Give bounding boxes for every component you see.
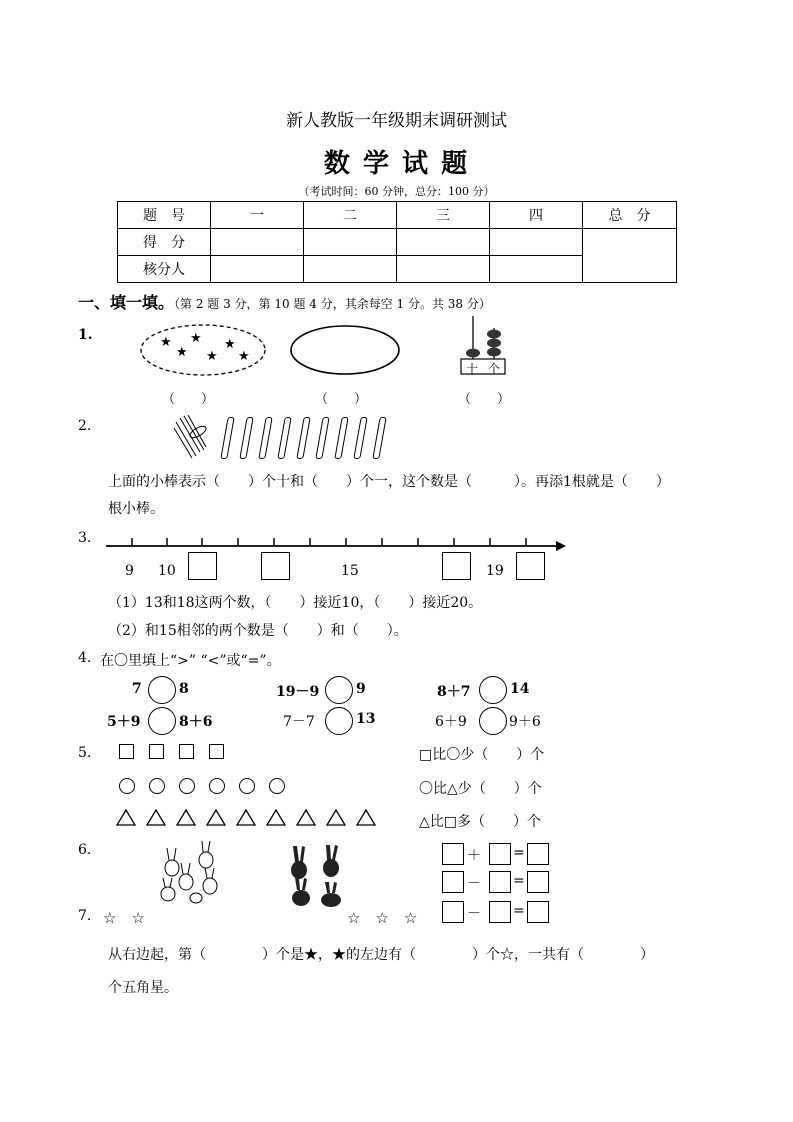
white-rabbits-icon xyxy=(152,838,232,904)
answer-box[interactable] xyxy=(527,901,549,923)
checker-input-cell[interactable] xyxy=(211,256,304,283)
answer-box[interactable] xyxy=(442,843,464,865)
section-heading xyxy=(78,290,491,313)
score-input-cell[interactable] xyxy=(397,229,490,256)
answer-box[interactable] xyxy=(489,901,511,923)
compare-left: 6＋9 xyxy=(435,714,467,730)
answer-paren[interactable]: （ ） xyxy=(315,392,368,407)
star-row-right: ☆ ☆ ☆ xyxy=(347,909,418,927)
score-input-cell[interactable] xyxy=(211,229,304,256)
question-text: 从右边起，第（ ）个是★，★的左边有（ ）个☆，一共有（ ） xyxy=(108,947,654,963)
table-cell: 二 xyxy=(304,202,397,229)
operator: － xyxy=(467,906,481,922)
stick-icon xyxy=(296,417,310,459)
triangle-shape xyxy=(297,810,315,825)
compare-left: 5＋9 xyxy=(107,714,141,730)
equals-sign: = xyxy=(513,903,525,919)
compare-circle[interactable] xyxy=(325,676,353,704)
compare-left: 7 xyxy=(132,681,142,697)
answer-box[interactable] xyxy=(516,552,545,580)
question-text: 个五角星。 xyxy=(108,980,178,996)
answer-box[interactable] xyxy=(442,552,471,580)
compare-circle[interactable] xyxy=(325,707,353,735)
question-text: 上面的小棒表示（ ）个十和（ ）个一，这个数是（ ）。再添1根就是（ ） xyxy=(108,474,670,490)
answer-paren[interactable]: （ ） xyxy=(458,392,511,407)
compare-right: 9 xyxy=(356,681,366,697)
tick-label: 19 xyxy=(486,563,504,579)
star-icon: ★ xyxy=(206,349,218,364)
operator: ＋ xyxy=(467,848,481,864)
circle-shape xyxy=(209,778,225,794)
tick-label: 15 xyxy=(341,563,359,579)
question-text: 〇比△少（ ）个 xyxy=(419,781,542,797)
stick-icon xyxy=(239,417,253,459)
triangle-shape xyxy=(267,810,285,825)
circle-shape xyxy=(119,778,135,794)
question-number: 7. xyxy=(78,908,92,924)
answer-box[interactable] xyxy=(527,871,549,893)
question-number: 3. xyxy=(78,530,92,546)
star-icon: ★ xyxy=(190,331,202,346)
star-icon: ★ xyxy=(224,337,236,352)
dark-rabbits-icon xyxy=(285,842,351,912)
triangle-shape xyxy=(177,810,195,825)
compare-circle[interactable] xyxy=(479,707,507,735)
abacus-ones-label: 个 xyxy=(488,362,501,376)
question-text: 在〇里填上“>” “<”或“=”。 xyxy=(100,653,281,669)
triangle-row xyxy=(116,808,380,828)
checker-input-cell[interactable] xyxy=(304,256,397,283)
answer-box[interactable] xyxy=(261,552,290,580)
question-text: □比〇少（ ）个 xyxy=(419,747,545,763)
score-input-cell[interactable] xyxy=(304,229,397,256)
exam-subtitle: 新人教版一年级期末调研测试 xyxy=(286,111,507,131)
triangle-shape xyxy=(117,810,135,825)
compare-left: 7－7 xyxy=(283,714,315,730)
star-icon: ★ xyxy=(160,335,172,350)
table-cell: 三 xyxy=(397,202,490,229)
tick-label: 9 xyxy=(125,563,134,579)
table-cell: 四 xyxy=(490,202,583,229)
score-table xyxy=(117,201,677,283)
compare-left: 19－9 xyxy=(276,684,320,700)
triangle-shape xyxy=(327,810,345,825)
equals-sign: = xyxy=(513,873,525,889)
circle-shape xyxy=(269,778,285,794)
question-text: （2）和15相邻的两个数是（ ）和（ ）。 xyxy=(108,623,408,639)
compare-circle[interactable] xyxy=(148,676,176,704)
stick-icon xyxy=(315,417,329,459)
compare-right: 13 xyxy=(356,711,376,727)
star-icon: ★ xyxy=(238,349,250,364)
question-number: 5. xyxy=(78,745,92,761)
section-title: 一、填一填。 xyxy=(78,293,175,312)
tick-label: 10 xyxy=(158,563,176,579)
score-input-cell[interactable] xyxy=(490,229,583,256)
question-number: 6. xyxy=(78,842,92,858)
question-number: 4. xyxy=(78,650,92,666)
table-cell: 一 xyxy=(211,202,304,229)
stick-icon xyxy=(220,417,234,459)
exam-title: 数 学 试 题 xyxy=(323,149,470,179)
exam-info: （考试时间：60 分钟，总分：100 分） xyxy=(298,185,495,198)
circle-shape xyxy=(179,778,195,794)
stick-icon xyxy=(277,417,291,459)
answer-paren[interactable]: （ ） xyxy=(162,392,215,407)
empty-oval xyxy=(288,322,404,378)
table-cell: 得 分 xyxy=(118,229,211,256)
stick-icon xyxy=(372,417,386,459)
table-cell: 总 分 xyxy=(583,202,677,229)
equals-sign: = xyxy=(513,845,525,861)
answer-box[interactable] xyxy=(442,871,464,893)
answer-box[interactable] xyxy=(442,901,464,923)
compare-right: 9＋6 xyxy=(509,714,541,730)
compare-circle[interactable] xyxy=(148,707,176,735)
section-note: （第 2 题 3 分，第 10 题 4 分，其余每空 1 分。共 38 分） xyxy=(174,297,491,311)
answer-box[interactable] xyxy=(527,843,549,865)
question-number: 2. xyxy=(78,418,92,434)
circle-shape xyxy=(239,778,255,794)
star-row-left: ☆ ☆ xyxy=(103,909,145,927)
compare-right: 14 xyxy=(510,681,530,697)
abacus-tens-label: 十 xyxy=(466,362,479,376)
triangle-shape xyxy=(237,810,255,825)
table-cell: 题 号 xyxy=(118,202,211,229)
stars-oval xyxy=(138,320,268,380)
checker-input-cell[interactable] xyxy=(397,256,490,283)
question-text: 根小棒。 xyxy=(108,501,164,517)
operator: － xyxy=(467,876,481,892)
answer-box[interactable] xyxy=(489,871,511,893)
triangle-shape xyxy=(357,810,375,825)
checker-input-cell[interactable] xyxy=(490,256,583,283)
stick-icon xyxy=(334,417,348,459)
question-number: 1. xyxy=(78,327,93,343)
compare-right: 8＋6 xyxy=(179,714,213,730)
square-shape xyxy=(209,744,224,759)
compare-right: 8 xyxy=(179,681,189,697)
triangle-shape xyxy=(147,810,165,825)
total-score-cell[interactable] xyxy=(583,229,677,283)
question-text: （1）13和18这两个数，（ ）接近10，（ ）接近20。 xyxy=(108,595,483,611)
number-line xyxy=(104,536,566,556)
triangle-shape xyxy=(207,810,225,825)
compare-left: 8＋7 xyxy=(437,684,471,700)
stick-bundle-icon xyxy=(172,410,212,462)
table-cell: 核分人 xyxy=(118,256,211,283)
stick-icon xyxy=(353,417,367,459)
circle-shape xyxy=(149,778,165,794)
square-shape xyxy=(179,744,194,759)
answer-box[interactable] xyxy=(489,843,511,865)
question-text: △比□多（ ）个 xyxy=(419,814,541,830)
compare-circle[interactable] xyxy=(479,676,507,704)
square-shape xyxy=(149,744,164,759)
answer-box[interactable] xyxy=(188,552,217,580)
star-icon: ★ xyxy=(176,345,188,360)
square-shape xyxy=(119,744,134,759)
stick-icon xyxy=(258,417,272,459)
